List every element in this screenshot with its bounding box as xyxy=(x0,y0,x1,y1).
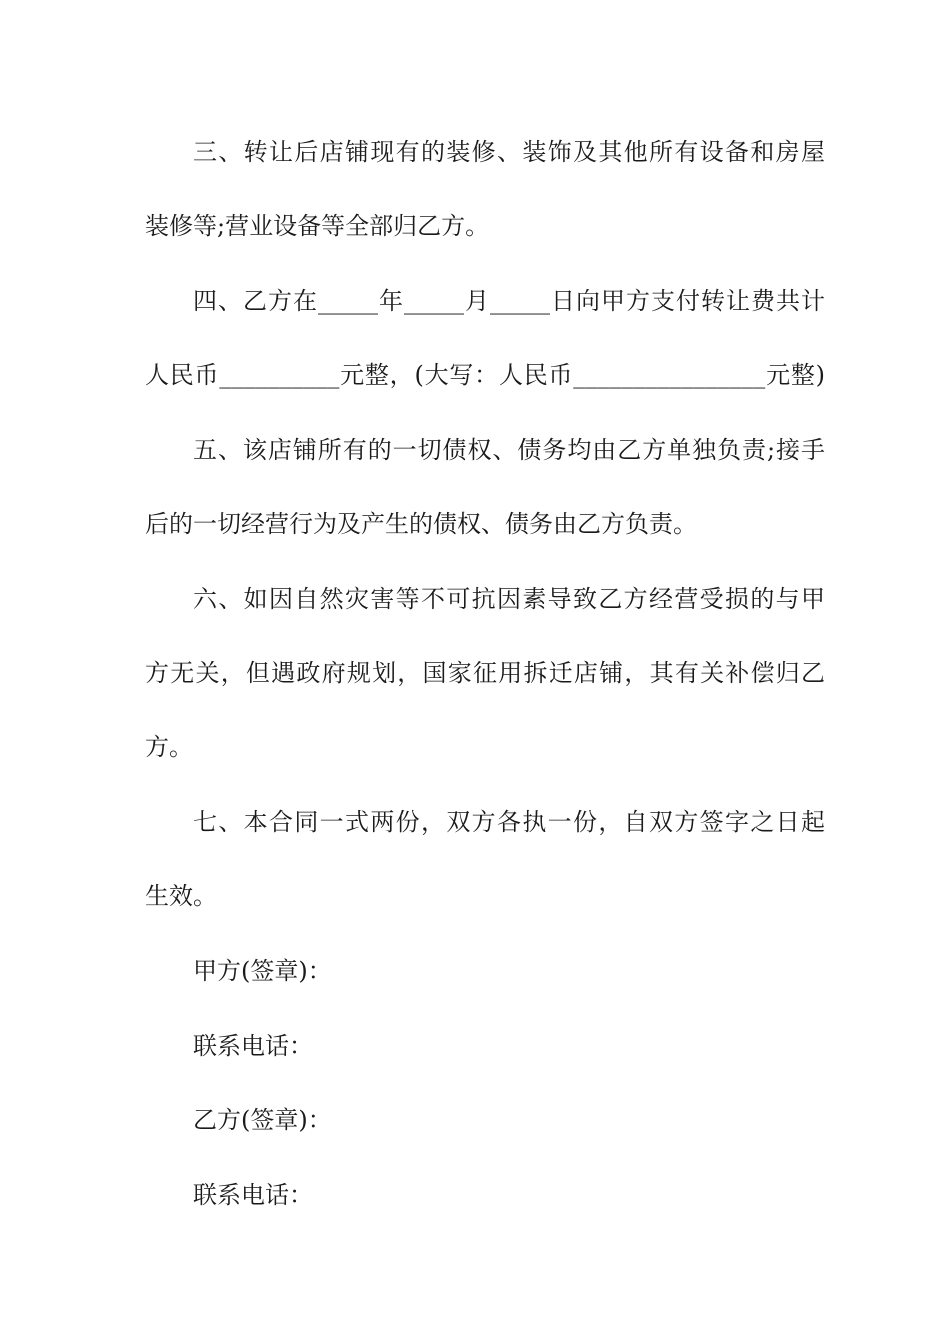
clause-4-line-2: 人民币__________元整，(大写：人民币________________元整) xyxy=(145,361,825,389)
clause-7-line-2: 生效。 xyxy=(145,882,217,910)
party-a-signature-label: 甲方(签章)： xyxy=(193,957,332,985)
clause-4-line-1: 四、乙方在_____年_____月_____日向甲方支付转让费共计 xyxy=(193,287,825,315)
clause-6-line-2: 方无关，但遇政府规划，国家征用拆迁店铺，其有关补偿归乙 xyxy=(145,659,825,687)
party-a-phone-label: 联系电话： xyxy=(193,1032,313,1060)
clause-5-line-1: 五、该店铺所有的一切债权、债务均由乙方单独负责;接手 xyxy=(193,436,825,464)
clause-5-line-2: 后的一切经营行为及产生的债权、债务由乙方负责。 xyxy=(145,510,697,538)
clause-7-line-1: 七、本合同一式两份，双方各执一份，自双方签字之日起 xyxy=(193,808,825,836)
clause-6-line-3: 方。 xyxy=(145,733,193,761)
clause-3-line-2: 装修等;营业设备等全部归乙方。 xyxy=(145,212,490,240)
party-b-phone-label: 联系电话： xyxy=(193,1181,313,1209)
clause-6-line-1: 六、如因自然灾害等不可抗因素导致乙方经营受损的与甲 xyxy=(193,585,825,613)
party-b-signature-label: 乙方(签章)： xyxy=(193,1106,332,1134)
clause-3-line-1: 三、转让后店铺现有的装修、装饰及其他所有设备和房屋 xyxy=(193,138,825,166)
